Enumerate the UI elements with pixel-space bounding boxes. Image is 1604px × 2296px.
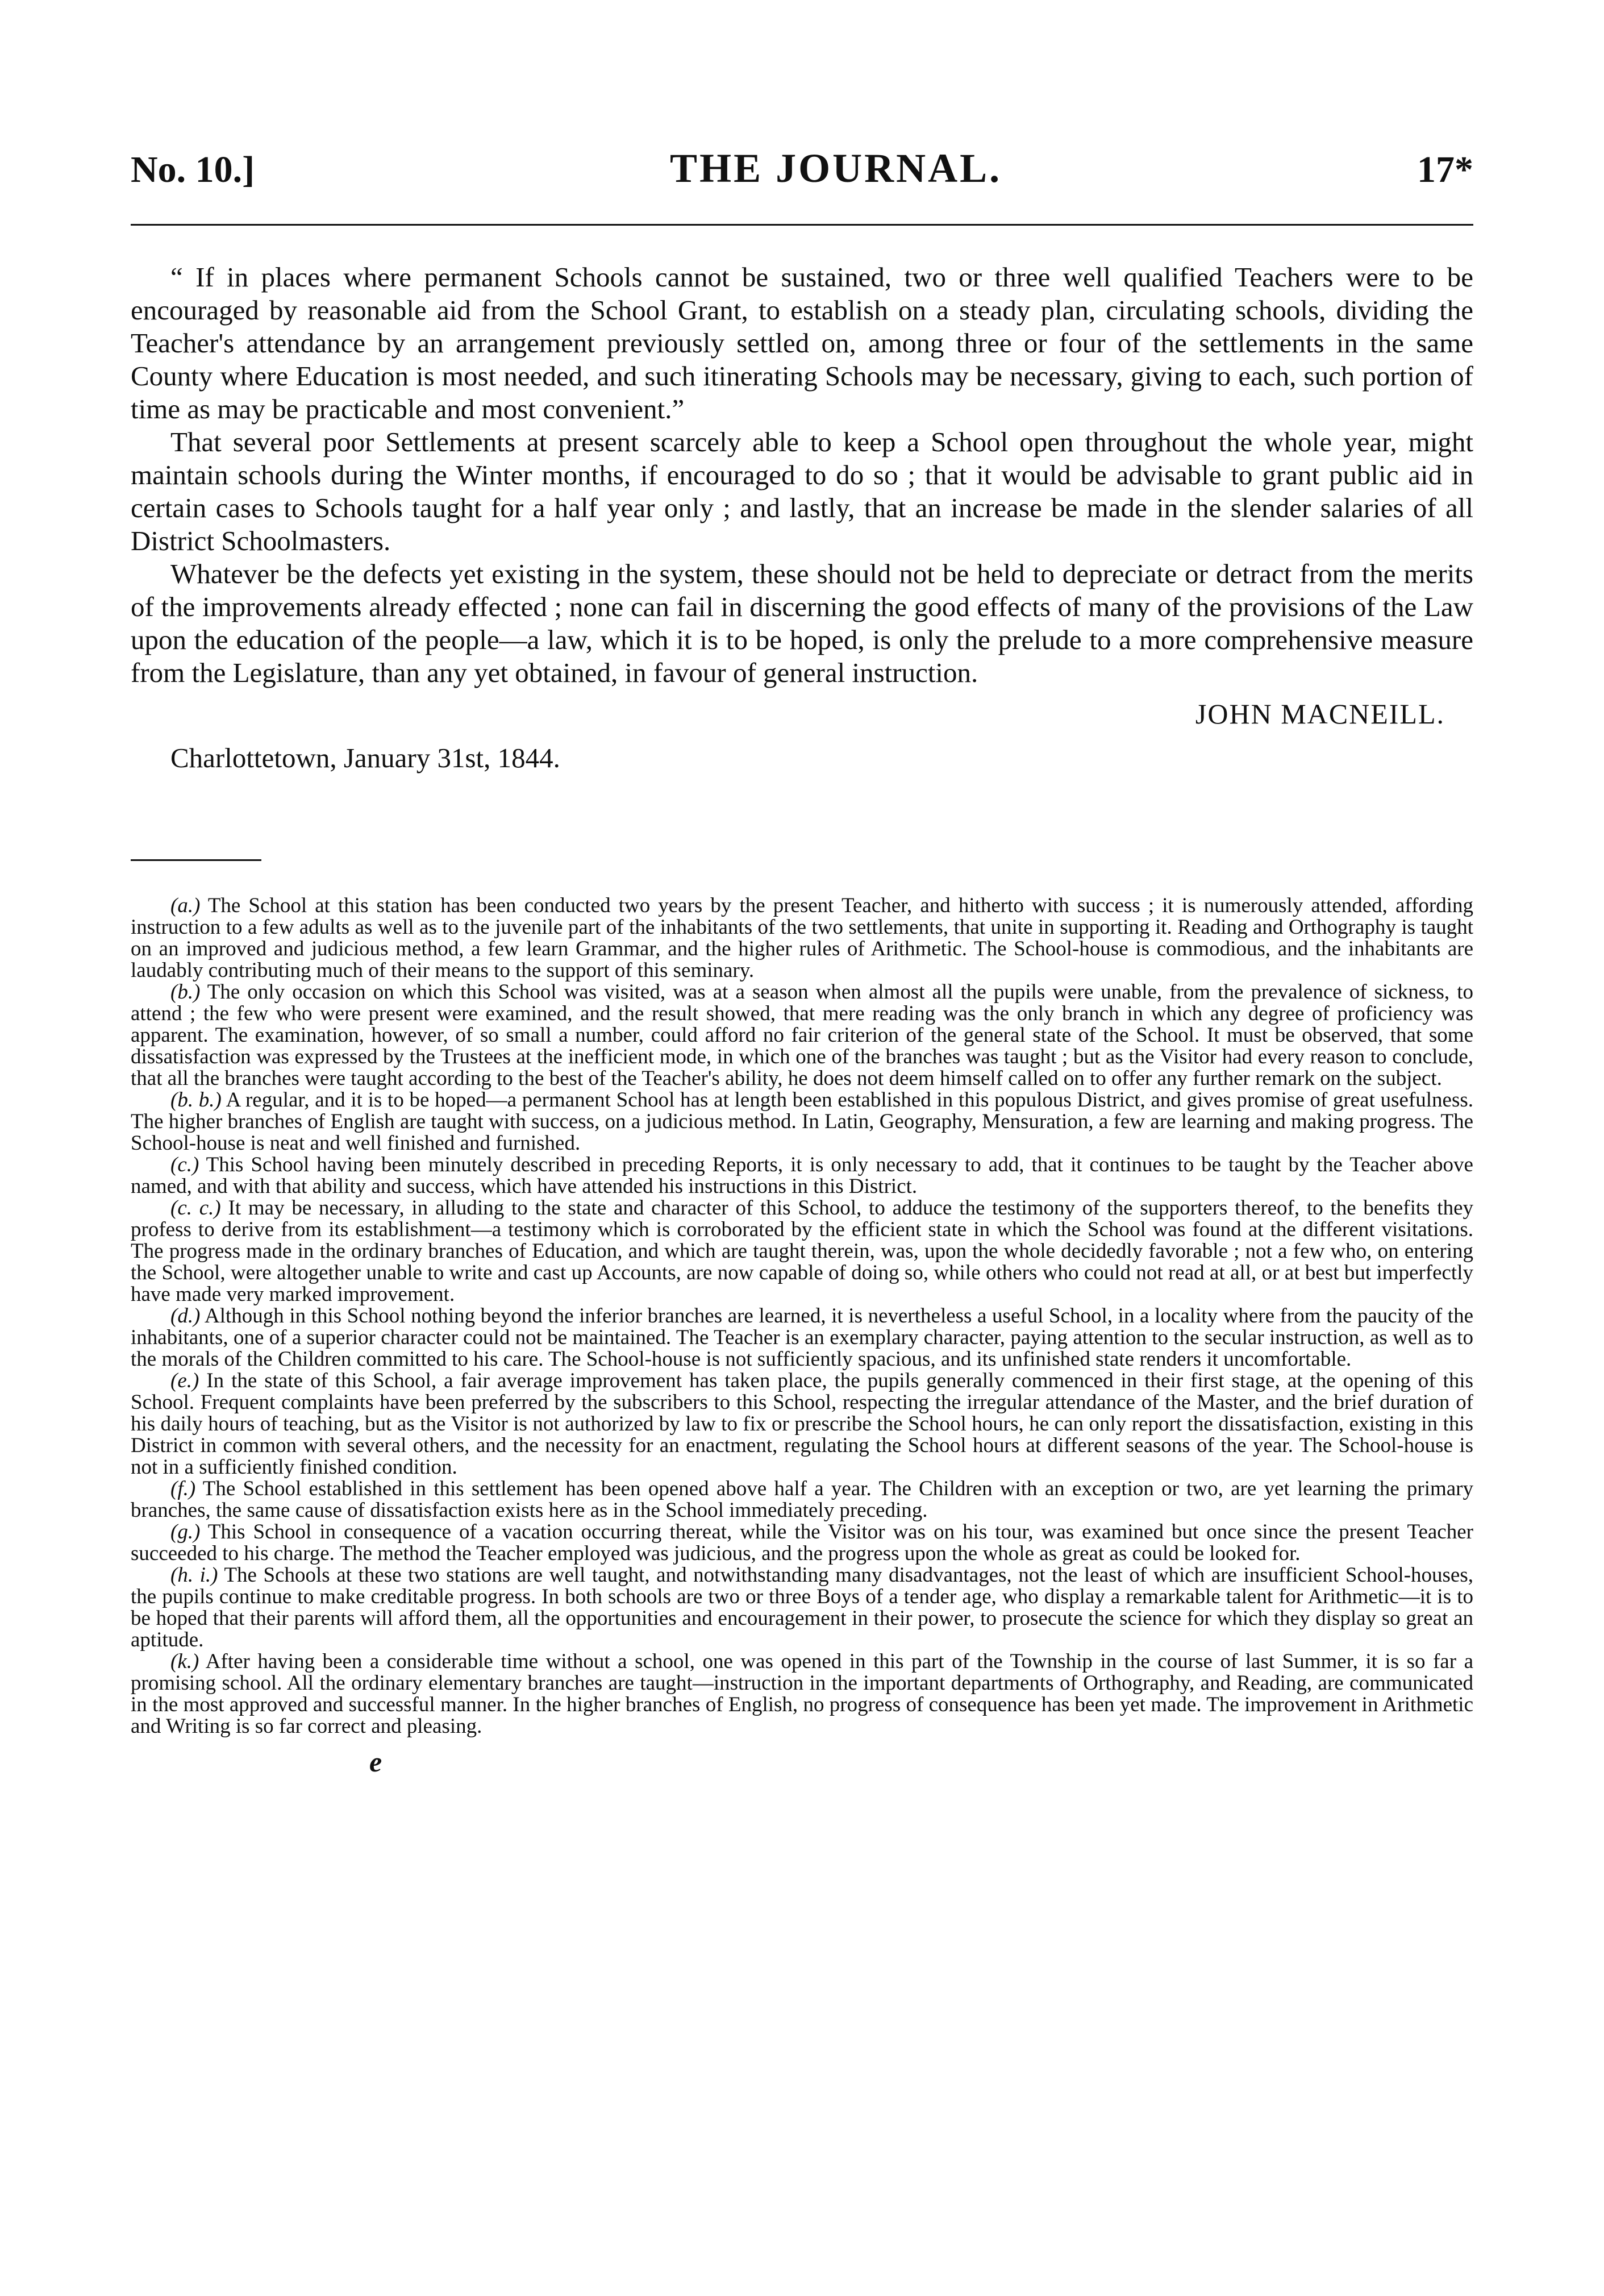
footnotes [131, 895, 1473, 1737]
header-rule [131, 224, 1473, 226]
footnote-rule [131, 859, 261, 861]
footnote [131, 1651, 1473, 1737]
footnote [131, 1370, 1473, 1478]
footnote [131, 1565, 1473, 1651]
footnote-text: The only occasion on which this School was visited, was at a season when almost all the pupils were unable, from the prevalence of sickness, to attend ; the few who were present were examined, and the result showed, that mere reading was the only branch in which any degree of proficiency was apparent. The examination, however, of so small a number, could afford no fair criterion of the general state of the School. It must be observed, that some dissatisfaction was expressed by the Trustees at the inefficient mode, in which one of the branches was taught ; but as the Visitor had every reason to conclude, that all the branches were taught according to the best of the Teacher's ability, he does not deem himself called on to offer any further remark on the subject. [131, 980, 1473, 1090]
footnote-text: After having been a considerable time without a school, one was opened in this part of the Township in the course of last Summer, it is so far a promising school. All the ordinary elementary branches are taught—instruction in the important departments of Orthography, and Reading, are communicated in the most approved and successful manner. In the higher branches of English, no progress of consequence has been yet made. The improvement in Arithmetic and Writing is so far correct and pleasing. [131, 1650, 1473, 1738]
footnote-text: It may be necessary, in alluding to the state and character of this School, to adduce the testimony of the supporters thereof, to the benefits they profess to derive from its establishment—a testimony which is corroborated by the efficient state in which the School was found at the different visitations. The progress made in the ordinary branches of Education, and which are taught therein, was, upon the whole decidedly favorable ; not a few who, on entering the School, were altogether unable to write and cast up Accounts, are now capable of doing so, while others who could not read at all, or at best but imperfectly have made very marked improvement. [131, 1196, 1474, 1306]
footnote [131, 895, 1473, 981]
footnote-text: This School in consequence of a vacation occurring thereat, while the Visitor was on his tour, was examined but once since the present Teacher succeeded to his charge. The method the Teacher employed was judicious, and the progress upon the whole as great as could be looked for. [131, 1520, 1473, 1565]
footnote-text: Although in this School nothing beyond the inferior branches are learned, it is nevertheless a useful School, in a locality where from the paucity of the inhabitants, one of a superior character could not be maintained. The Teacher is an exemplary character, paying attention to the secular instruction, as well as to the morals of the Children committed to his care. The School-house is not sufficiently spacious, and its unfinished state renders it uncomfortable. [131, 1304, 1473, 1371]
footnote-tag: (c. c.) [170, 1196, 221, 1220]
paragraph: Whatever be the defects yet existing in the system, these should not be held to depreciate or detract from the merits of the improvements already effected ; none can fail in discerning the good effects of many of the provisions of the Law upon the education of the people—a law, which it is to be hoped, is only the prelude to a more comprehensive measure from the Legislature, than any yet obtained, in favour of general instruction. [131, 558, 1473, 688]
signature-mark: e [369, 1746, 382, 1778]
footnote-tag: (e.) [170, 1369, 199, 1392]
footnote-text: The Schools at these two stations are well taught, and notwithstanding many disadvantages, not the least of which are insufficient School-houses, the pupils continue to make creditable progress. In both schools are two or three Boys of a tender age, who display a remarkable talent for Arithmetic—it is to be hoped that their parents will afford them, all the opportunities and encouragement in their power, to prosecute the science for which they display so great an aptitude. [131, 1563, 1473, 1652]
footnote [131, 1197, 1473, 1305]
footnote [131, 1521, 1473, 1565]
signature: JOHN MACNEILL. [1195, 698, 1445, 730]
page-header [131, 145, 1473, 192]
footnote-tag: (h. i.) [170, 1563, 218, 1587]
footnote [131, 1154, 1473, 1197]
footnote [131, 981, 1473, 1089]
footnote-text: The School at this station has been conducted two years by the present Teacher, and hitherto with success ; it is numerously attended, affording instruction to a few adults as well as to the juvenile part of the inhabitants of the two settlements, that unite in supporting it. Reading and Orthography is taught on an improved and judicious method, a few learn Grammar, and the higher rules of Arithmetic. The School-house is commodious, and the inhabitants are laudably contributing much of their means to the support of this seminary. [131, 894, 1473, 982]
issue-number: No. 10.] [131, 149, 255, 190]
footnote-tag: (g.) [170, 1520, 201, 1544]
page-number: 17* [1417, 149, 1473, 190]
footnote [131, 1305, 1473, 1370]
footnote-text: The School established in this settlement has been opened above half a year. The Children with an exception or two, are yet learning the primary branches, the same cause of dissatisfaction exists here as in the School immediately preceding. [131, 1477, 1473, 1522]
footnote-tag: (b.) [170, 980, 201, 1004]
footnote-tag: (k.) [170, 1650, 199, 1673]
footnote-text: This School having been minutely described in preceding Reports, it is only necessary to add, that it continues to be taught by the Teacher above named, and with that ability and success, which have attended his instructions in this District. [131, 1153, 1473, 1198]
dateline: Charlottetown, January 31st, 1844. [170, 742, 560, 773]
footnote-text: A regular, and it is to be hoped—a permanent School has at length been established in this populous District, and gives promise of great usefulness. The higher branches of English are taught with success, on a judicious method. In Latin, Geography, Mensuration, a few are learning and making progress. The School-house is neat and well finished and furnished. [131, 1088, 1473, 1155]
footnote-tag: (b. b.) [170, 1088, 222, 1112]
paragraph: “ If in places where permanent Schools cannot be sustained, two or three well qualified Teachers were to be encouraged by reasonable aid from the School Grant, to establish on a steady plan, circulating schools, dividing the Teacher's attendance by an arrangement previously settled on, among three or four of the settlements in the same County where Education is most needed, and such itinerating Schools may be necessary, giving to each, such portion of time as may be practicable and most convenient.” [131, 261, 1473, 425]
main-text [131, 261, 1473, 774]
footnote-text: In the state of this School, a fair average improvement has taken place, the pupils generally commenced in their first stage, at the opening of this School. Frequent complaints have been preferred by the subscribers to this School, respecting the irregular attendance of the Master, and the brief duration of his daily hours of teaching, but as the Visitor is not authorized by law to fix or prescribe the School hours, he can only report the dissatisfaction, existing in this District in common with several others, and the necessity for an enactment, regulating the School hours at different seasons of the year. The School-house is not in a sufficiently finished condition. [131, 1369, 1474, 1479]
journal-title: THE JOURNAL. [670, 145, 1002, 191]
footnote [131, 1478, 1473, 1521]
footnote-tag: (f.) [170, 1477, 196, 1500]
footnote-tag: (a.) [170, 894, 201, 917]
footnote-tag: (c.) [170, 1153, 199, 1176]
footnote [131, 1089, 1473, 1154]
paragraph: That several poor Settlements at present scarcely able to keep a School open throughout the whole year, might maintain schools during the Winter months, if encouraged to do so ; that it would be advisable to grant public aid in certain cases to Schools taught for a half year only ; and lastly, that an increase be made in the slender salaries of all District Schoolmasters. [131, 426, 1473, 556]
footnote-tag: (d.) [170, 1304, 201, 1328]
